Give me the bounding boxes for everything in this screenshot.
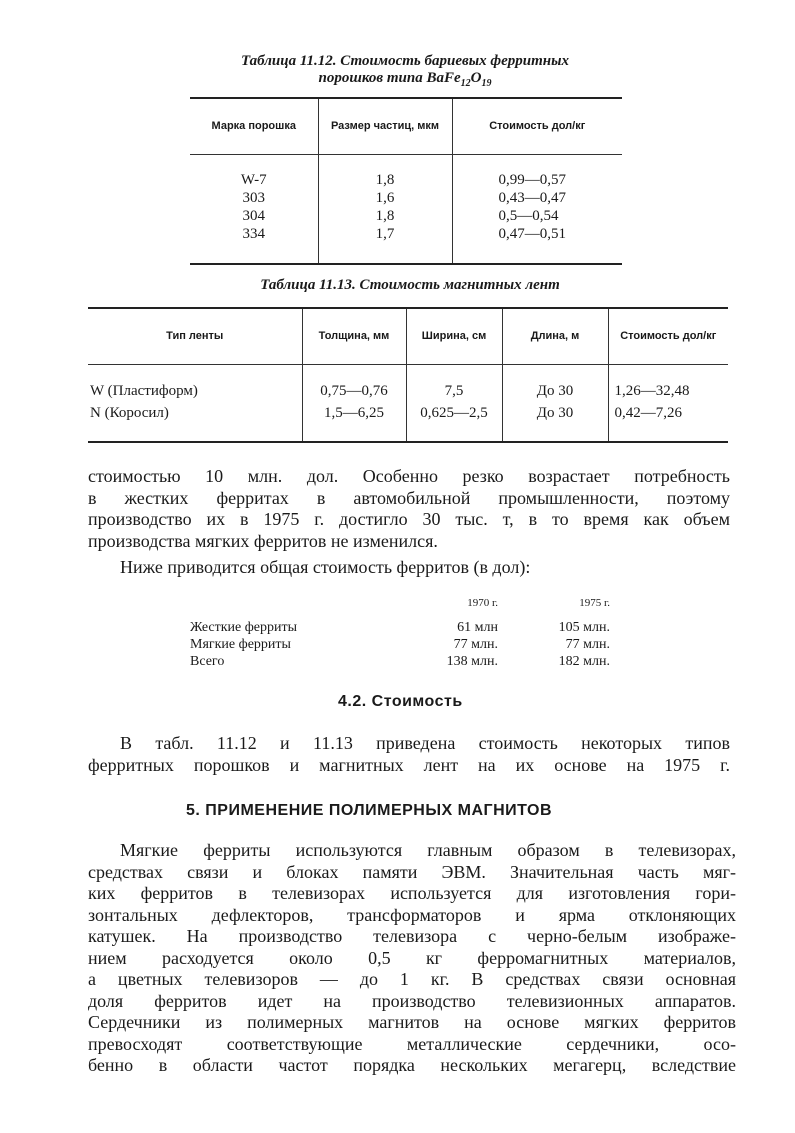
table-cell: 0,99—0,57 [498,171,566,188]
section-heading-5: 5. ПРИМЕНЕНИЕ ПОЛИМЕРНЫХ МАГНИТОВ [186,802,553,819]
table-cell: 303 [242,189,265,206]
header-cost: Стоимость дол/кг [452,98,622,154]
table-cell: 0,47—0,51 [498,225,566,242]
table-cell: 0,75—0,76 [320,382,388,399]
table-cell: 334 [242,225,265,242]
text-line: нием расходуется около 0,5 кг ферромагнитных материалов, [88,947,736,968]
header-thickness: Толщина, мм [302,308,406,364]
paragraph-cost-reference [88,733,730,776]
text-line: В табл. 11.12 и 11.13 приведена стоимость некоторых типов [120,733,730,753]
year-1970: 1970 г. [467,597,498,609]
header-particle-size: Размер частиц, мкм [318,98,452,154]
header-brand: Марка порошка [211,119,296,132]
text-line: а цветных телевизоров — до 1 кг. В средствах связи основная [88,969,736,989]
table-cell: 304 [242,207,265,224]
table-row: Жесткие ферриты 61 млн 105 млн. [190,620,610,635]
col-width [406,364,502,442]
col-tape-cost [608,364,728,442]
table-11-13-caption: Таблица 11.13. Стоимость магнитных лент [260,277,560,293]
col-particle-size [318,154,452,264]
section-heading-4-2: 4.2. Стоимость [338,693,463,710]
text-line: бенно в области частот порядка нескольких мегагерц, вследствие [88,1055,736,1075]
table-11-13 [88,307,728,443]
table-cell: 1,8 [375,207,395,224]
col-brand [190,154,318,264]
table-cell: 0,625—2,5 [420,404,488,421]
ferrite-cost-table [190,595,610,670]
table-cell: 0,5—0,54 [498,207,559,224]
header-length: Длина, м [502,308,608,364]
table-cell: W-7 [240,171,267,188]
col-thickness [302,364,406,442]
header-tape-type: Тип ленты [166,329,224,342]
header-tape-cost: Стоимость дол/кг [608,308,728,364]
table-row: Всего 138 млн. 182 млн. [190,654,610,669]
table-cell: 1,8 [375,171,395,188]
header-width: Ширина, см [406,308,502,364]
paragraph-total-cost-intro: Ниже приводится общая стоимость ферритов (в дол): [120,557,531,577]
table-cell: До 30 [536,404,574,421]
table-cell: 1,26—32,48 [614,382,690,399]
table-row: Мягкие ферриты 77 млн. 77 млн. [190,637,610,652]
text-line: Сердечники из полимерных магнитов на основе мягких ферритов [88,1012,736,1032]
text-line: Мягкие ферриты используются главным образом в телевизорах, [120,840,736,860]
table-cell: 0,42—7,26 [614,404,682,421]
table-cell: 1,5—6,25 [324,404,384,421]
table-cell: 0,43—0,47 [498,189,566,206]
text-line: ферритных порошков и магнитных лент на их основе на 1975 г. [88,754,730,775]
text-line: катушек. На производство телевизора с черно-белым изображе- [88,926,736,946]
text-line: средствах связи и блоках памяти ЭВМ. Значительная часть мяг- [88,861,736,882]
table-cell: До 30 [536,382,574,399]
table-cell: 1,6 [375,189,395,206]
table-cell: 1,7 [375,225,395,242]
col-cost [452,154,622,264]
text-line: ких ферритов в телевизорах используется для изготовления гори- [88,883,736,903]
table-11-12 [190,97,622,265]
paragraph-soft-ferrites [88,840,736,1077]
table-cell: W (Пластиформ) [90,382,198,399]
col-length [502,364,608,442]
year-1975: 1975 г. [579,597,610,609]
col-tape-type [88,364,302,442]
table-11-12-caption: Таблица 11.12. Стоимость бариевых ферритных порошков типа $BaFe_{12}O_{19}$ [240,53,569,89]
text-line: стоимостью 10 млн. дол. Особенно резко возрастает потребность [88,466,730,486]
text-line: зонтальных дефлекторов, трансформаторов и ярма отклоняющих [88,904,736,925]
table-cell: 7,5 [444,382,464,399]
text-line: в жестких ферритах в автомобильной промышленности, поэтому [88,487,730,508]
text-line: производство их в 1975 г. достигло 30 тыс. т, в то время как объем [88,509,730,529]
text-line: производства мягких ферритов не изменился. [88,530,438,551]
text-line: доля ферритов идет на производство телевизионных аппаратов. [88,990,736,1011]
text-line: превосходят соответствующие металлические сердечники, осо- [88,1033,736,1054]
table-cell: N (Коросил) [90,404,169,421]
paragraph-demand [88,466,730,552]
